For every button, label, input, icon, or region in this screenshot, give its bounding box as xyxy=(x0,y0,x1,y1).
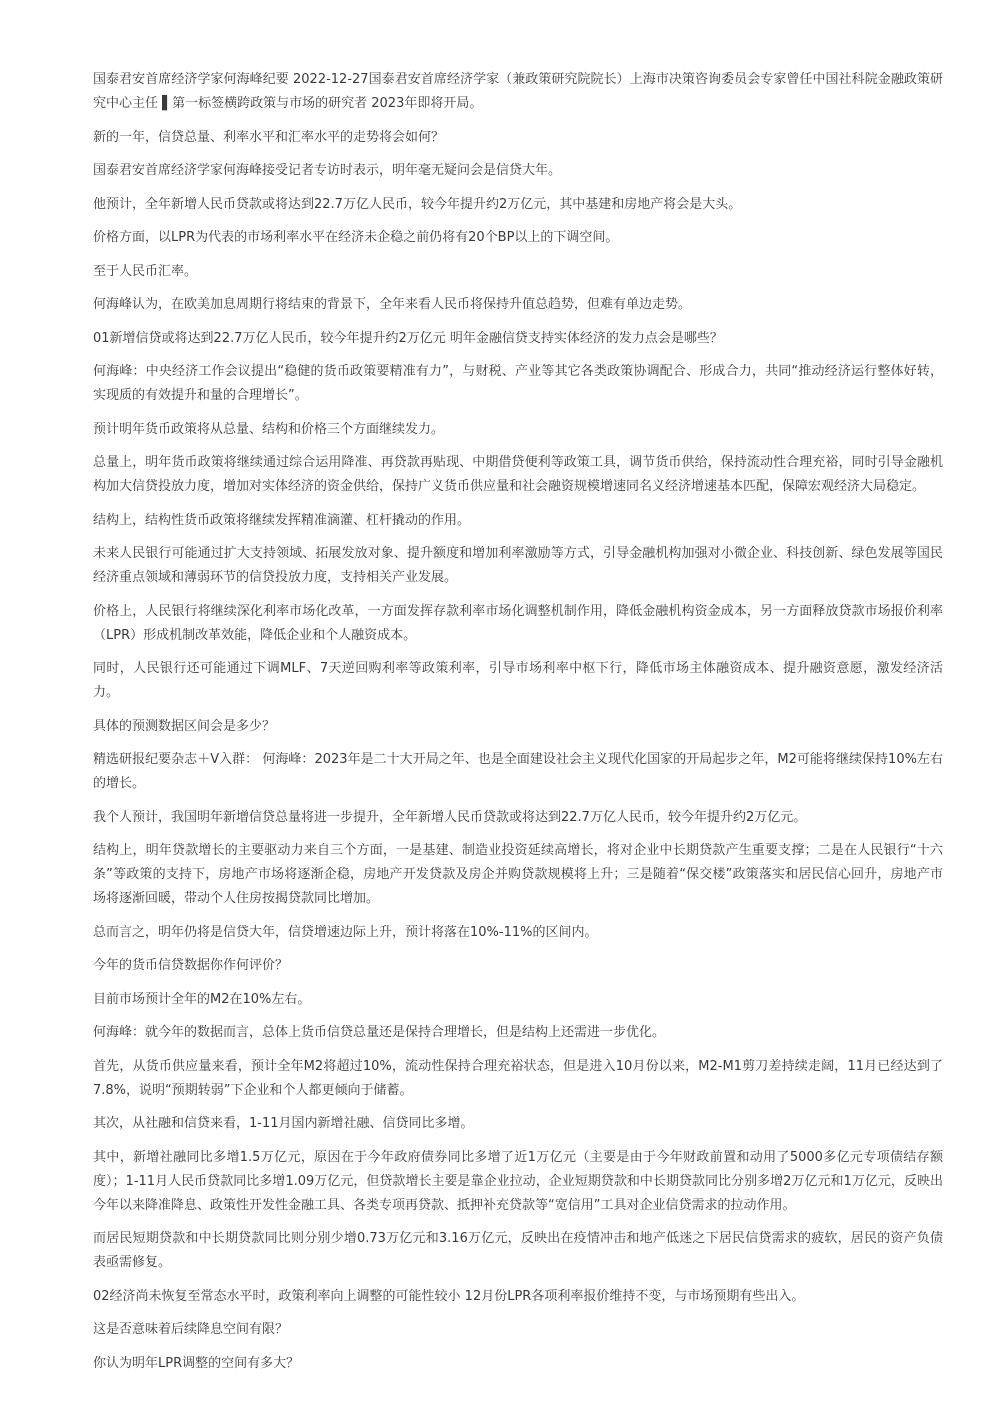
paragraph: 首先，从货币供应量来看，预计全年M2将超过10%，流动性保持合理充裕状态，但是进入10月份以来，M2-M1剪刀差持续走阔，11月已经达到了7.8%，说明“预期转弱”下企业和个人都更倾向于储蓄。 xyxy=(93,1058,943,1098)
paragraph-question-trend: 新的一年，信贷总量、利率水平和汇率水平的走势将会如何？ xyxy=(93,129,445,145)
paragraph: 何海峰：中央经济工作会议提出“稳健的货币政策要精准有力”，与财税、产业等其它各类政策协调配合、形成合力，共同“推动经济运行整体好转，实现质的有效提升和量的合理增长”。 xyxy=(93,364,943,403)
paragraph: 他预计，全年新增人民币贷款或将达到22.7万亿人民币，较今年提升约2万亿元，其中基建和房地产将会是大头。 xyxy=(93,196,742,212)
paragraph: 国泰君安首席经济学家何海峰接受记者专访时表示，明年毫无疑问会是信贷大年。 xyxy=(93,163,562,178)
paragraph: 目前市场预计全年的M2在10%左右。 xyxy=(93,991,311,1007)
paragraph: 其中，新增社融同比多增1.5万亿元，原因在于今年政府债券同比多增了近1万亿元（主要是由于今年财政前置和动用了5000多亿元专项债结存额度）；1-11月人民币贷款同比多增1.09万亿元，但贷款增长主要是靠企业拉动，企业短期贷款和中长期贷款同比分别多增2万亿元和1万亿元，反映出今年以来降准降息、政策性开发性金融工具、各类专项再贷款、抵押补充贷款等“宽信用”工具对企业信贷需求的拉动作用。 xyxy=(93,1149,943,1213)
paragraph: 至于人民币汇率。 xyxy=(93,263,198,279)
paragraph-question: 具体的预测数据区间会是多少？ xyxy=(93,718,276,734)
paragraph: 何海峰：就今年的数据而言，总体上货币信贷总量还是保持合理增长，但是结构上还需进一步优化。 xyxy=(93,1025,666,1040)
paragraph: 价格方面，以LPR为代表的市场利率水平在经济未企稳之前仍将有20个BP以上的下调空间。 xyxy=(93,230,619,245)
paragraph: 结构上，结构性货币政策将继续发挥精准滴灌、杠杆撬动的作用。 xyxy=(93,512,471,528)
paragraph-intro: 国泰君安首席经济学家何海峰纪要 2022-12-27国泰君安首席经济学家（兼政策研究院院长）上海市决策咨询委员会专家曾任中国社科院金融政策研究中心主任 ▌第一标签横跨政策与市场的研究者 2023年即将开局。 xyxy=(93,72,943,111)
section-heading-01: 01新增信贷或将达到22.7万亿人民币，较今年提升约2万亿元 明年金融信贷支持实体经济的发力点会是哪些？ xyxy=(93,330,723,346)
paragraph: 我个人预计，我国明年新增信贷总量将进一步提升，全年新增人民币贷款或将达到22.7万亿人民币，较今年提升约2万亿元。 xyxy=(93,809,807,825)
paragraph: 而居民短期贷款和中长期贷款同比则分别少增0.73万亿元和3.16万亿元，反映出在疫情冲击和地产低迷之下居民信贷需求的疲软，居民的资产负债表亟需修复。 xyxy=(93,1231,943,1270)
paragraph: 价格上，人民银行将继续深化利率市场化改革，一方面发挥存款利率市场化调整机制作用，降低金融机构资金成本，另一方面释放贷款市场报价利率（LPR）形成机制改革效能，降低企业和个人融资成本。 xyxy=(93,603,943,643)
paragraph: 精选研报纪要杂志＋V入群： 何海峰：2023年是二十大开局之年、也是全面建设社会主义现代化国家的开局起步之年，M2可能将继续保持10%左右的增长。 xyxy=(93,752,943,791)
paragraph: 总而言之，明年仍将是信贷大年，信贷增速边际上升，预计将落在10%-11%的区间内。 xyxy=(93,924,598,940)
paragraph-question: 你认为明年LPR调整的空间有多大？ xyxy=(93,1355,300,1371)
document-body xyxy=(93,68,943,1385)
paragraph: 总量上，明年货币政策将继续通过综合运用降准、再贷款再贴现、中期借贷便利等政策工具，调节货币供给，保持流动性合理充裕，同时引导金融机构加大信贷投放力度，增加对实体经济的资金供给，保持广义货币供应量和社会融资规模增速同名义经济增速基本匹配，保障宏观经济大局稳定。 xyxy=(93,455,943,494)
paragraph: 何海峰认为，在欧美加息周期行将结束的背景下，全年来看人民币将保持升值总趋势，但难有单边走势。 xyxy=(93,297,692,312)
paragraph: 其次，从社融和信贷来看，1-11月国内新增社融、信贷同比多增。 xyxy=(93,1116,474,1131)
paragraph: 结构上，明年贷款增长的主要驱动力来自三个方面，一是基建、制造业投资延续高增长，将对企业中长期贷款产生重要支撑；二是在人民银行“十六条”等政策的支持下，房地产市场将逐渐企稳，房地产开发贷款及房企并购贷款规模将上升；三是随着“保交楼”政策落实和居民信心回升，房地产市场将逐渐回暖，带动个人住房按揭贷款同比增加。 xyxy=(93,843,943,906)
paragraph-question: 这是否意味着后续降息空间有限？ xyxy=(93,1322,289,1337)
paragraph: 预计明年货币政策将从总量、结构和价格三个方面继续发力。 xyxy=(93,421,445,437)
paragraph: 同时，人民银行还可能通过下调MLF、7天逆回购利率等政策利率，引导市场利率中枢下行，降低市场主体融资成本、提升融资意愿，激发经济活力。 xyxy=(93,661,943,700)
paragraph: 未来人民银行可能通过扩大支持领域、拓展发放对象、提升额度和增加利率激励等方式，引导金融机构加强对小微企业、科技创新、绿色发展等国民经济重点领域和薄弱环节的信贷投放力度，支持相关产业发展。 xyxy=(93,546,943,585)
paragraph-question: 今年的货币信贷数据你作何评价？ xyxy=(93,958,289,973)
section-heading-02: 02经济尚未恢复至常态水平时，政策利率向上调整的可能性较小 12月份LPR各项利率报价维持不变，与市场预期有些出入。 xyxy=(93,1288,805,1304)
